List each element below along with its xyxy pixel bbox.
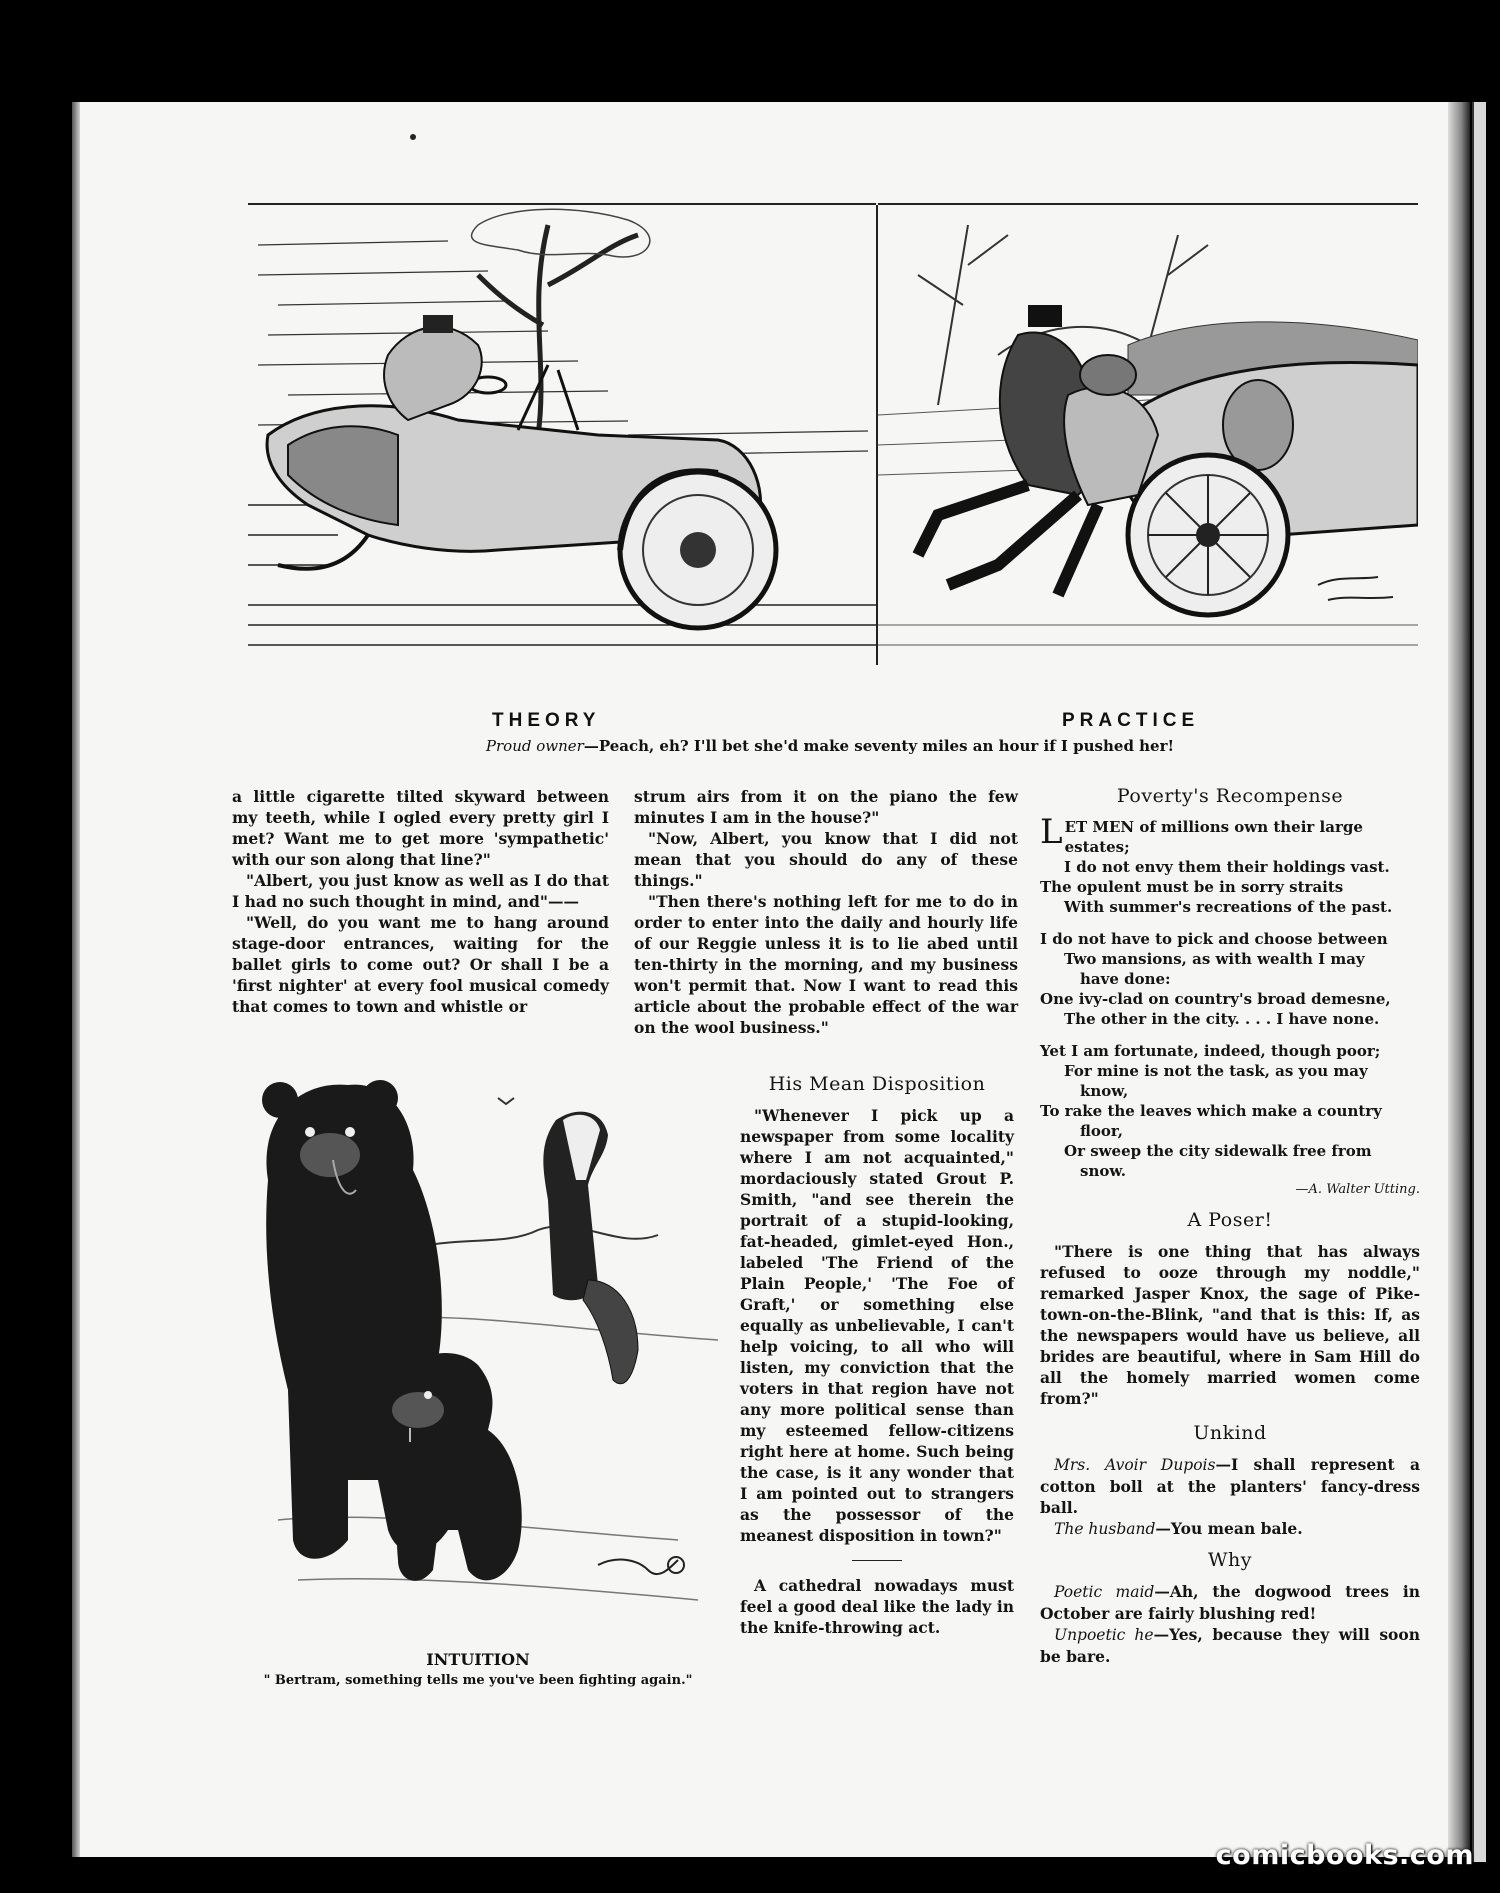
theory-title: THEORY [492, 710, 601, 731]
poem-line: One ivy-clad on country's broad demesne, [1040, 990, 1391, 1008]
speaker: Unpoetic he [1054, 1626, 1154, 1644]
speaker: Poetic maid [1054, 1583, 1155, 1601]
dialogue: —Ah, the dogwood trees in October are fairly blushing red! [1040, 1582, 1420, 1623]
cathedral-joke: A cathedral nowadays must feel a good deal like the lady in the knife-throwing act. [740, 1576, 1014, 1637]
poem-line: estates; [1064, 838, 1130, 856]
col1-paragraph-3: "Well, do you want me to hang around stage-door entrances, waiting for the ballet girls to come out? Or shall I be a 'first nighter' at every fool musical comedy that comes to town and whistle or [232, 913, 609, 1016]
intuition-title: INTUITION [426, 1650, 530, 1669]
col1-paragraph-2: "Albert, you just know as well as I do that I had no such thought in mind, and"—— [232, 871, 609, 911]
poem-line: have done: [1080, 970, 1171, 988]
page-left-edge [72, 102, 80, 1857]
column-2-upper [634, 786, 1018, 1038]
col2-paragraph-2: "Now, Albert, you know that I did not mean that you should do any of these things." [634, 829, 1018, 890]
poem-line: Or sweep the city sidewalk free from [1064, 1142, 1372, 1160]
dialogue: —You mean bale. [1155, 1519, 1303, 1538]
practice-title: PRACTICE [1062, 710, 1200, 731]
unkind-title: Unkind [1193, 1422, 1267, 1444]
poem-line: ET MEN of millions own their large [1064, 818, 1363, 836]
caption-speaker: Proud owner [485, 737, 584, 755]
caption-text: —Peach, eh? I'll bet she'd make seventy miles an hour if I pushed her! [583, 737, 1175, 755]
spine-shadow [1448, 102, 1470, 1857]
ink-dot [410, 134, 416, 140]
col2-paragraph-1: strum airs from it on the piano the few minutes I am in the house?" [634, 787, 1018, 827]
mean-disposition-body: "Whenever I pick up a newspaper from some locality where I am not acquainted," mordaciously stated Grout P. Smith, "and see therein the portrait of a stupid-looking, fat-headed, gimlet-eyed Hon., labeled 'The Friend of the Plain People,' 'The Foe of Graft,' or something else equally as unbelievable, I can't help voicing, to all who will listen, my conviction that the voters in that region have not any more political sense than my esteemed fellow-citizens right here at home. Such being the case, is it any wonder that I am pointed out to strangers as the possessor of the meanest disposition in town?" [740, 1106, 1014, 1545]
col2-paragraph-3: "Then there's nothing left for me to do in order to enter into the daily and hourly life of our Reggie unless it is to lie abed until ten-thirty in the morning, and my business won't permit that. Now I want to read this article about the probable effect of the war on the wool business." [634, 892, 1018, 1037]
separator [852, 1560, 902, 1561]
column-3 [1040, 782, 1420, 1667]
poem-line: floor, [1080, 1122, 1123, 1140]
cartoon-caption [440, 737, 1220, 755]
poem-line: With summer's recreations of the past. [1064, 898, 1393, 916]
next-page-edge [1472, 102, 1486, 1862]
why-line-2 [1040, 1624, 1420, 1667]
column-1 [232, 786, 609, 1017]
poem-line: know, [1080, 1082, 1129, 1100]
poverty-title: Poverty's Recompense [1116, 785, 1344, 807]
poem-line: The opulent must be in sorry straits [1040, 878, 1344, 896]
dialogue: —Yes, because they will soon be bare. [1040, 1625, 1420, 1666]
column-2-lower [740, 1070, 1014, 1638]
poem-line: To rake the leaves which make a country [1040, 1102, 1382, 1120]
intuition-illustration [238, 1060, 718, 1635]
poem-author: —A. Walter Utting. [1295, 1182, 1420, 1197]
poem-line: I do not have to pick and choose between [1040, 930, 1388, 948]
poem-line: The other in the city. . . . I have none. [1064, 1010, 1380, 1028]
intuition-caption: " Bertram, something tells me you've been fighting again." [263, 1673, 693, 1688]
col1-paragraph-1: a little cigarette tilted skyward between my teeth, while I ogled every pretty girl I met? Want me to get more 'sympathetic' with our son along that line?" [232, 787, 609, 869]
poser-title: A Poser! [1187, 1209, 1273, 1231]
unkind-line-2 [1040, 1518, 1420, 1540]
poem-line: Two mansions, as with wealth I may [1064, 950, 1365, 968]
poem-line: For mine is not the task, as you may [1064, 1062, 1368, 1080]
mean-disposition-title: His Mean Disposition [768, 1073, 986, 1095]
poem-line: snow. [1080, 1162, 1126, 1180]
why-line-1 [1040, 1581, 1420, 1624]
poem-line: Yet I am fortunate, indeed, though poor; [1040, 1042, 1381, 1060]
unkind-line-1 [1040, 1454, 1420, 1518]
speaker: Mrs. Avoir Dupois [1054, 1456, 1216, 1474]
poverty-poem [1040, 812, 1420, 1181]
site-watermark: comicbooks.com [1215, 1840, 1474, 1871]
dialogue: —I shall represent a cotton boll at the planters' fancy-dress ball. [1040, 1455, 1420, 1517]
theory-panel-illustration [248, 205, 876, 663]
poser-body: "There is one thing that has always refused to ooze through my noddle," remarked Jasper Knox, the sage of Pike-town-on-the-Blink, "and that is this: If, as the newspapers would have us believe, all brides are beautiful, where in Sam Hill do all the homely married women come from?" [1040, 1242, 1420, 1408]
drop-cap: L [1040, 812, 1063, 852]
poem-line: I do not envy them their holdings vast. [1064, 858, 1390, 876]
why-title: Why [1208, 1549, 1252, 1571]
speaker: The husband [1054, 1520, 1156, 1538]
practice-panel-illustration [878, 205, 1418, 663]
